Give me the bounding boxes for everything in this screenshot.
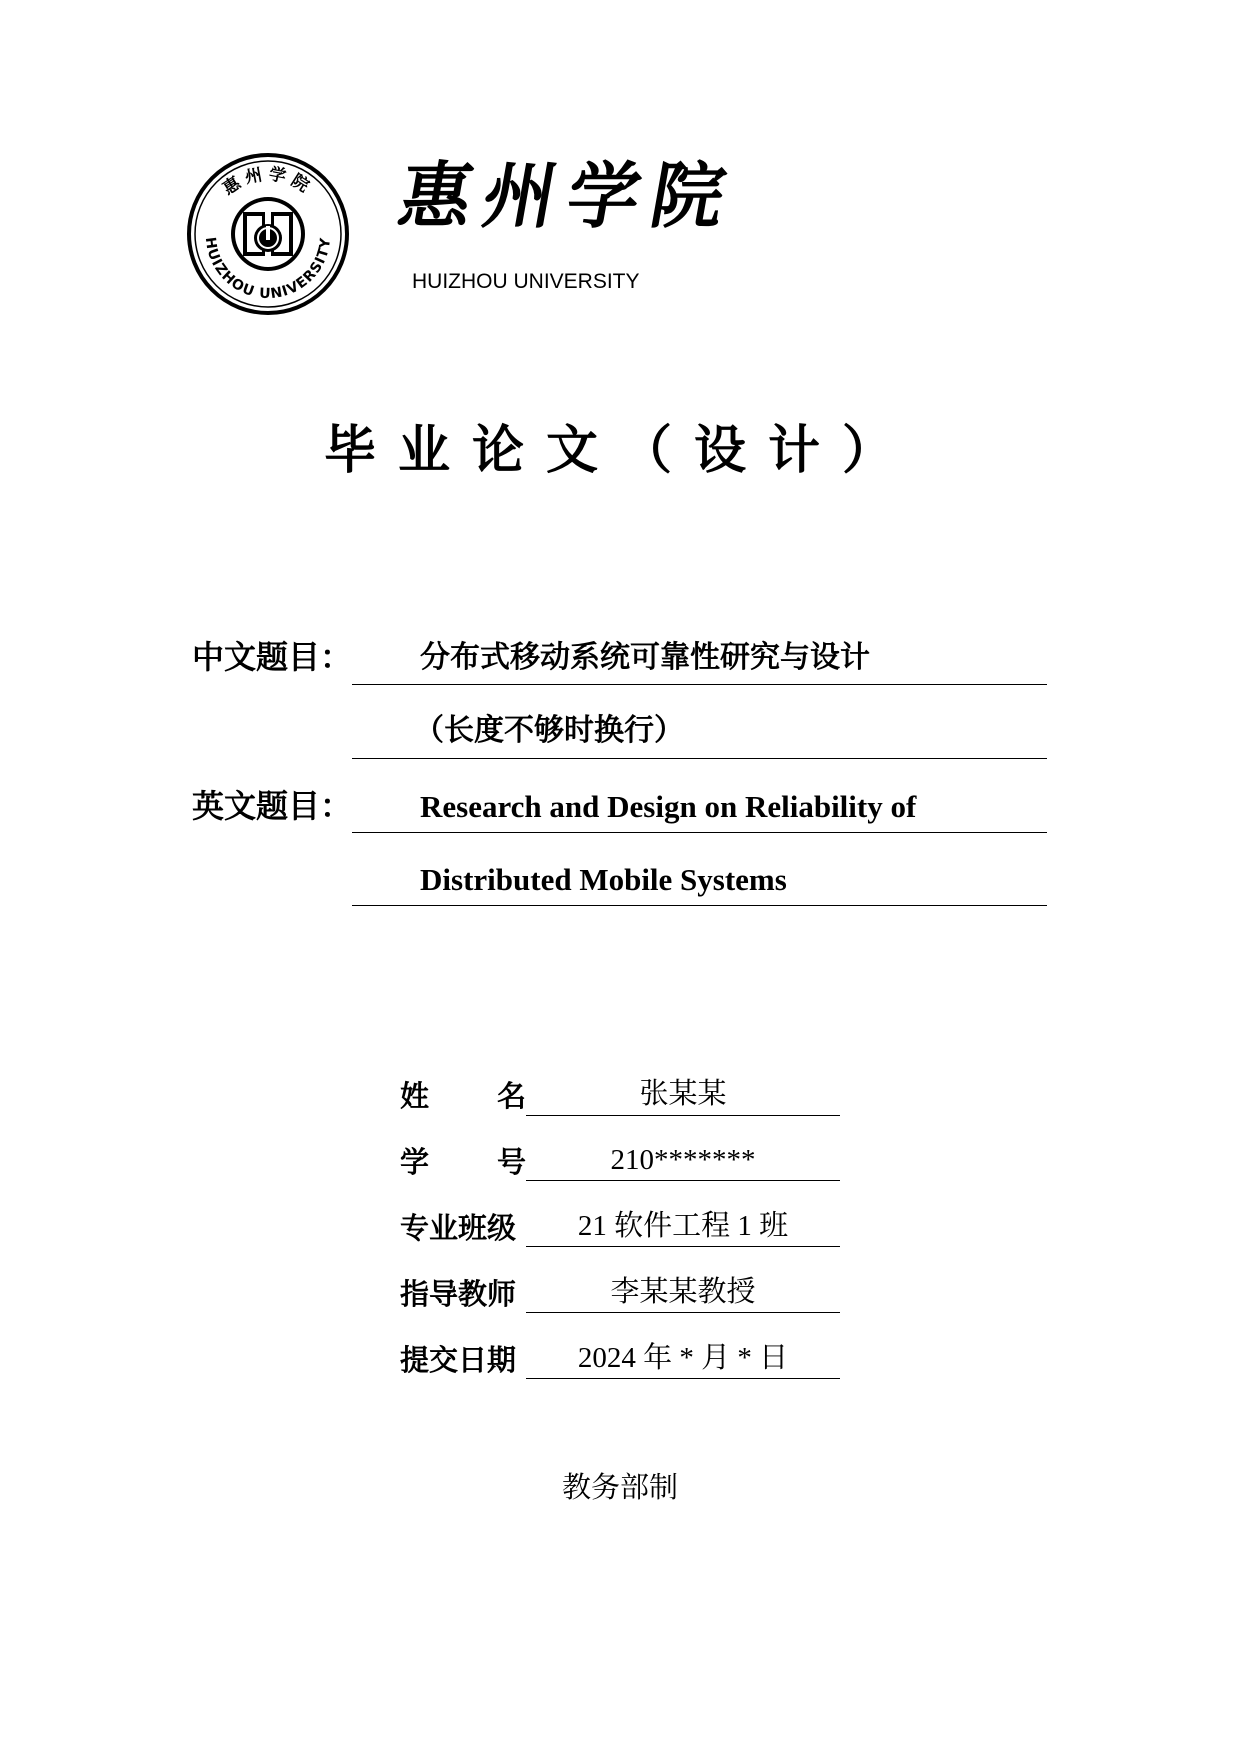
advisor-value: 李某某教授 xyxy=(610,1276,756,1308)
major-class-underline xyxy=(526,1246,840,1247)
cn-title-underline-1 xyxy=(352,684,1047,685)
en-title-underline-1 xyxy=(352,832,1047,833)
seal-ring-bottom-text: HUIZHOU UNIVERSITY xyxy=(201,236,335,303)
major-class-label: 专业班级 xyxy=(400,1211,517,1245)
cn-title-underline-2 xyxy=(352,758,1047,759)
advisor-underline xyxy=(526,1312,840,1313)
en-title-line2: Distributed Mobile Systems xyxy=(420,862,787,897)
en-title-line1: Research and Design on Reliability of xyxy=(420,789,917,824)
major-class-value: 21 软件工程 1 班 xyxy=(577,1210,789,1242)
submit-date-value: 2024 年 * 月 * 日 xyxy=(577,1342,789,1374)
submit-date-underline xyxy=(526,1378,840,1379)
cn-title-line1: 分布式移动系统可靠性研究与设计 xyxy=(420,640,870,675)
en-title-underline-2 xyxy=(352,905,1047,906)
student-id-value: 210******* xyxy=(610,1144,756,1176)
name-label: 姓 名 xyxy=(400,1079,526,1113)
en-title-label: 英文题目： xyxy=(192,787,353,825)
university-name-en: HUIZHOU UNIVERSITY xyxy=(412,270,640,293)
submit-date-label: 提交日期 xyxy=(400,1343,517,1377)
university-name-cn: 惠州学院 xyxy=(392,153,744,238)
advisor-label: 指导教师 xyxy=(400,1277,517,1311)
student-id-underline xyxy=(526,1180,840,1181)
cn-title-label: 中文题目： xyxy=(192,638,353,676)
issuer-footer: 教务部制 xyxy=(561,1470,678,1504)
student-id-label: 学 号 xyxy=(400,1145,526,1179)
name-value: 张某某 xyxy=(639,1078,727,1110)
seal-ring-top-text: 惠州学院 xyxy=(219,164,317,200)
cn-title-line2: （长度不够时换行） xyxy=(414,713,684,748)
document-title: 毕业论文（设计） xyxy=(323,421,916,481)
name-underline xyxy=(526,1115,840,1116)
university-seal-icon xyxy=(186,152,350,316)
